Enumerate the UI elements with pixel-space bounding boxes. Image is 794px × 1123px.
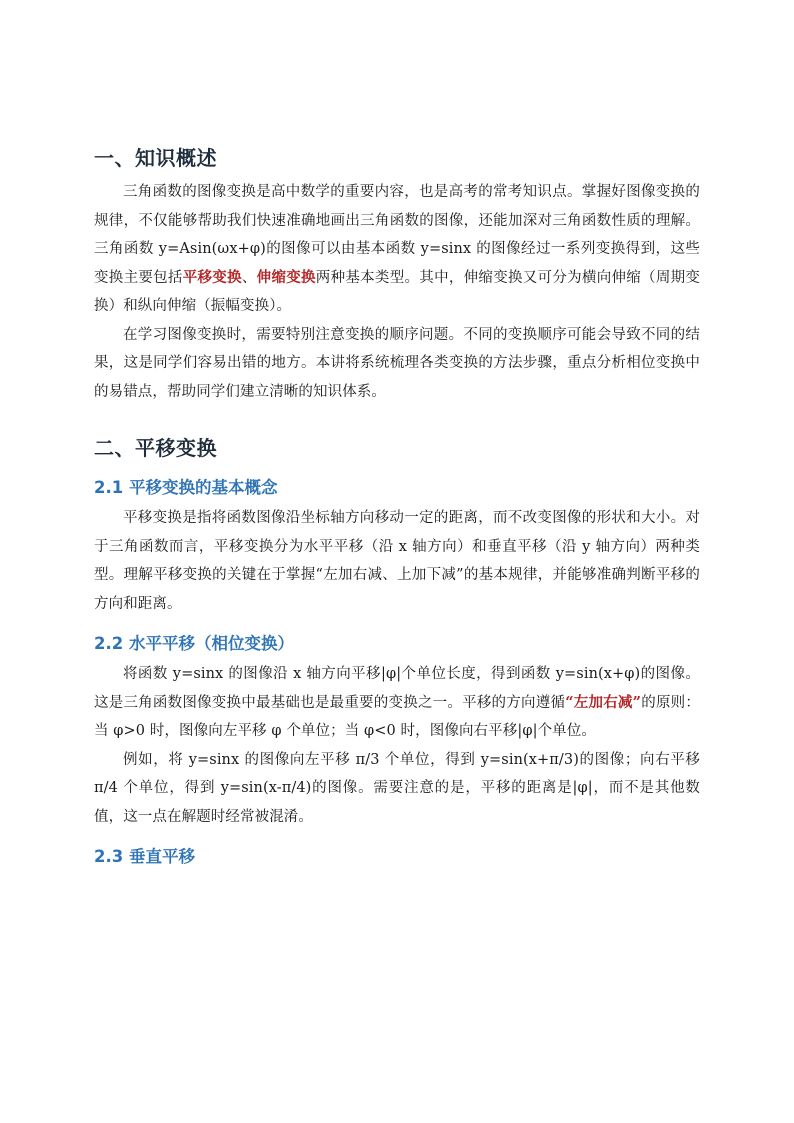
text-run: 的原则：当 φ>0 时，图像向左平移 φ 个单位；当 φ<0 时，图像向右平移|φ|个单位。: [94, 694, 700, 739]
subsection-2-2-heading: 2.2 水平平移（相位变换）: [94, 634, 294, 653]
text-run: 、: [241, 269, 257, 286]
subsection-2-2-paragraph-1: [94, 660, 700, 746]
highlight-scaling: 伸缩变换: [256, 268, 316, 286]
subsection-2-1-paragraph: 平移变换是指将函数图像沿坐标轴方向移动一定的距离，而不改变图像的形状和大小。对于三角函数而言，平移变换分为水平平移（沿 x 轴方向）和垂直平移（沿 y 轴方向）两种类型。理解平移变换的关键在于掌握“左加右减、上加下减”的基本规律，并能够准确判断平移的方向和距离。: [94, 510, 700, 612]
highlight-translation: 平移变换: [182, 268, 242, 286]
section-1-paragraph-1: [94, 178, 700, 321]
subsection-2-3-heading: 2.3 垂直平移: [94, 847, 195, 866]
document-page: [94, 142, 700, 873]
highlight-left-add-right-subtract: “左加右减”: [565, 693, 642, 711]
section-2-heading: 二、平移变换: [94, 436, 217, 460]
subsection-2-1-heading: 2.1 平移变换的基本概念: [94, 478, 278, 497]
text-run: 两种基本类型。其中，伸缩变换又可分为横向伸缩（周期变换）和纵向伸缩（振幅变换）。: [94, 269, 700, 314]
section-1-paragraph-2: 在学习图像变换时，需要特别注意变换的顺序问题。不同的变换顺序可能会导致不同的结果，这是同学们容易出错的地方。本讲将系统梳理各类变换的方法步骤，重点分析相位变换中的易错点，帮助同学们建立清晰的知识体系。: [94, 326, 700, 400]
text-run: 将函数 y=sinx 的图像沿 x 轴方向平移|φ|个单位长度，得到函数 y=sin(x+φ)的图像。这是三角函数图像变换中最基础也是最重要的变换之一。平移的方向遵循: [94, 666, 700, 711]
text-run: 三角函数的图像变换是高中数学的重要内容，也是高考的常考知识点。掌握好图像变换的规律，不仅能够帮助我们快速准确地画出三角函数的图像，还能加深对三角函数性质的理解。三角函数 y=Asin(ωx+φ)的图像可以由基本函数 y=sinx 的图像经过一系列变换得到，这些变换主要包括: [94, 184, 700, 286]
section-1-heading: 一、知识概述: [94, 146, 217, 170]
subsection-2-2-paragraph-2: 例如，将 y=sinx 的图像向左平移 π/3 个单位，得到 y=sin(x+π/3)的图像；向右平移 π/4 个单位，得到 y=sin(x-π/4)的图像。需要注意的是，平移的距离是|φ|，而不是其他数值，这一点在解题时经常被混淆。: [94, 751, 700, 825]
